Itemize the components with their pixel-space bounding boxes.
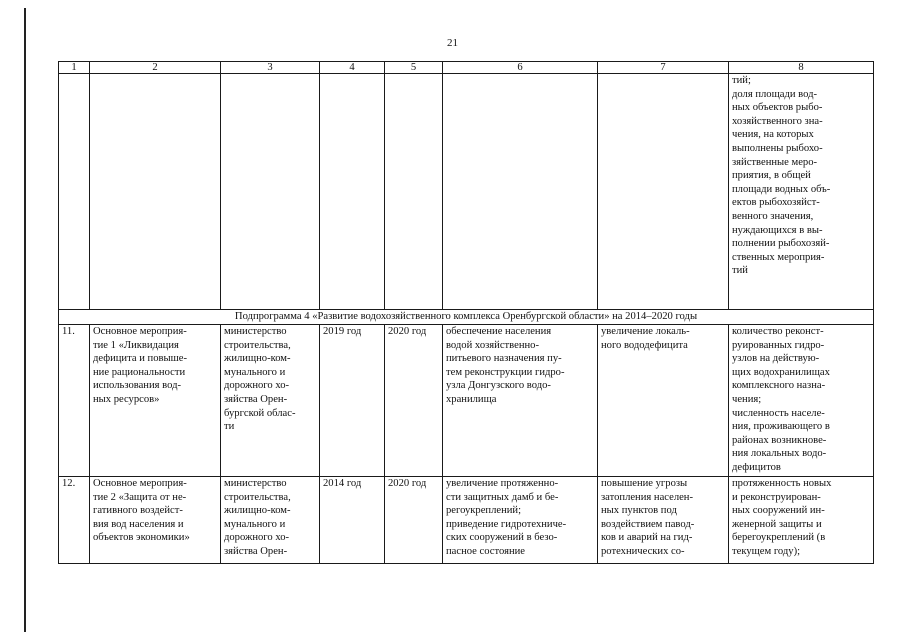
header-cell: 5: [385, 62, 443, 74]
end-year-cell: [385, 74, 443, 310]
column-number-header: [59, 62, 874, 74]
binding-edge-line: [24, 8, 26, 632]
table-row: [59, 477, 874, 564]
measure-cell: Основное мероприя- тие 1 «Ликвидация дефицита и повыше- ние рациональности использования вод- ных ресурсов»: [90, 325, 221, 477]
start-year-cell: 2014 год: [320, 477, 385, 564]
end-year-cell: 2020 год: [385, 325, 443, 477]
row-number-cell: 11.: [59, 325, 90, 477]
expected-result-cell: увеличение протяженно- сти защитных дамб и бе- регоукреплений; приведение гидротехниче- ских сооружений в безо- пасное состояние: [443, 477, 598, 564]
header-cell: 7: [598, 62, 729, 74]
header-cell: 4: [320, 62, 385, 74]
measure-cell: Основное мероприя- тие 2 «Защита от не- гативного воздейст- вия вод населения и объектов экономики»: [90, 477, 221, 564]
consequences-cell: увеличение локаль- ного вододефицита: [598, 325, 729, 477]
consequences-cell: повышение угрозы затопления населен- ных пунктов под воздействием павод- ков и аварий на гид- ротехнических со-: [598, 477, 729, 564]
indicator-cell: количество реконст- руированных гидро- узлов на действую- щих водохранилищах комплексного назна- чения; численность населе- ния, проживающего в районах возникнове- ния локальных водо- дефицитов: [729, 325, 874, 477]
row-number-cell: 12.: [59, 477, 90, 564]
executor-cell: министерство строительства, жилищно-ком- мунального и дорожного хо- зяйства Орен- бургской облас- ти: [221, 325, 320, 477]
subprogram-row: [59, 310, 874, 325]
table-row: [59, 325, 874, 477]
row-number-cell: [59, 74, 90, 310]
subprogram-title: Подпрограмма 4 «Развитие водохозяйственного комплекса Оренбургской области» на 2014–2020 годы: [59, 310, 874, 325]
indicator-cell: протяженность новых и реконструирован- ных сооружений ин- женерной защиты и берегоукреплений (в текущем году);: [729, 477, 874, 564]
start-year-cell: [320, 74, 385, 310]
executor-cell: [221, 74, 320, 310]
executor-cell: министерство строительства, жилищно-ком- мунального и дорожного хо- зяйства Орен-: [221, 477, 320, 564]
expected-result-cell: обеспечение населения водой хозяйственно- питьевого назначения пу- тем реконструкции гидро- узла Донгузского водо- хранилища: [443, 325, 598, 477]
consequences-cell: [598, 74, 729, 310]
header-cell: 8: [729, 62, 874, 74]
header-cell: 3: [221, 62, 320, 74]
page-number: 21: [447, 37, 458, 49]
header-cell: 1: [59, 62, 90, 74]
header-cell: 6: [443, 62, 598, 74]
measure-cell: [90, 74, 221, 310]
end-year-cell: 2020 год: [385, 477, 443, 564]
start-year-cell: 2019 год: [320, 325, 385, 477]
indicator-cell: тий; доля площади вод- ных объектов рыбо- хозяйственного зна- чения, на которых выполнены рыбохо- зяйственные меро- приятия, в общей площади водных объ- ектов рыбохозяйст- венного значения, нуждающихся в вы- полнении рыбохозяй- ственных мероприя- тий: [729, 74, 874, 310]
header-cell: 2: [90, 62, 221, 74]
table-row: [59, 74, 874, 310]
program-measures-table: [58, 61, 874, 564]
expected-result-cell: [443, 74, 598, 310]
